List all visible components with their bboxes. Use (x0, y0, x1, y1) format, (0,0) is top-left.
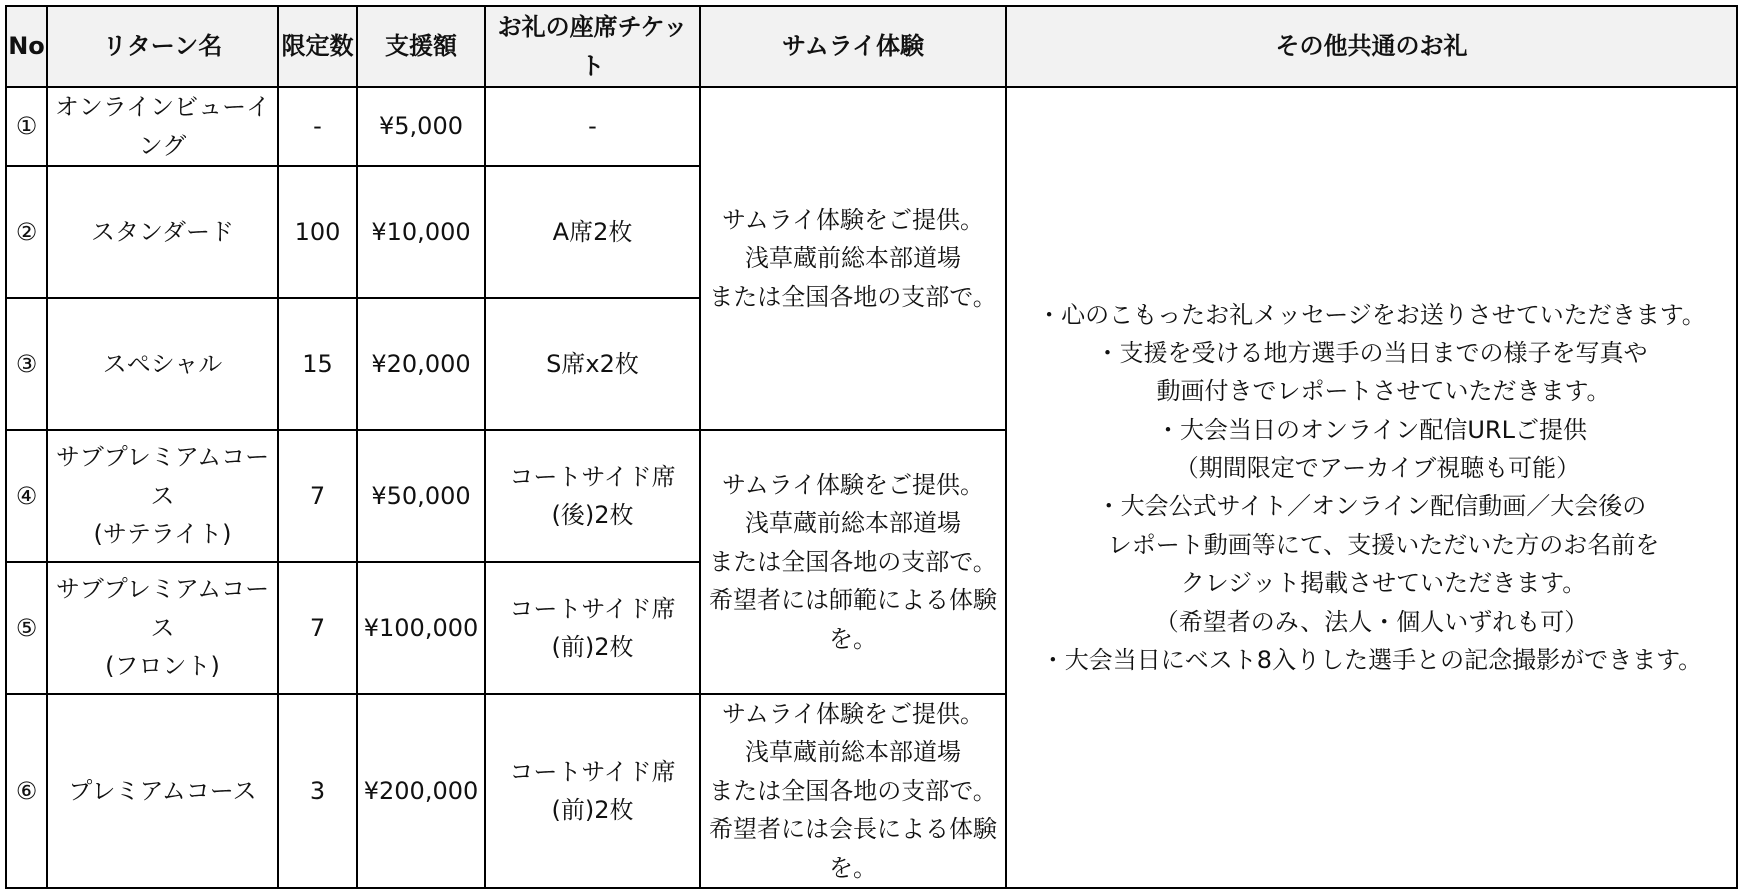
row-amount: ¥5,000 (357, 87, 485, 166)
row-limit: - (278, 87, 357, 166)
row-limit: 7 (278, 562, 357, 694)
common-line: レポート動画等にて、支援いただいた方のお名前を (1083, 530, 1660, 559)
row-limit: 3 (278, 694, 357, 888)
row-ticket: コートサイド席(後)2枚 (485, 430, 700, 562)
row-ticket: S席x2枚 (485, 298, 700, 430)
header-name: リターン名 (47, 6, 278, 87)
row-ticket: A席2枚 (485, 166, 700, 298)
common-line: ・大会公式サイト／オンライン配信動画／大会後の (1096, 492, 1647, 521)
row-amount: ¥200,000 (357, 694, 485, 888)
table-row (6, 87, 1737, 166)
row-no: ① (6, 87, 47, 166)
common-rewards (1006, 87, 1737, 888)
header-common: その他共通のお礼 (1006, 6, 1737, 87)
samurai-group-3: サムライ体験をご提供。 浅草蔵前総本部道場 または全国各地の支部で。 希望者には会長による体験を。 (700, 694, 1006, 888)
samurai-group-1: サムライ体験をご提供。 浅草蔵前総本部道場 または全国各地の支部で。 (700, 87, 1006, 430)
common-line: クレジット掲載させていただきます。 (1156, 569, 1587, 598)
common-line: （期間限定でアーカイブ視聴も可能） (1162, 454, 1581, 483)
common-line: 動画付きでレポートさせていただきます。 (1132, 377, 1611, 406)
common-line: ・大会当日のオンライン配信URLご提供 (1156, 415, 1587, 444)
row-name: サブプレミアムコース (サテライト) (47, 430, 278, 562)
row-limit: 15 (278, 298, 357, 430)
header-ticket: お礼の座席チケット (485, 6, 700, 87)
header-limit: 限定数 (278, 6, 357, 87)
row-no: ④ (6, 430, 47, 562)
row-ticket: コートサイド席(前)2枚 (485, 562, 700, 694)
common-line: ・支援を受ける地方選手の当日までの様子を写真や (1095, 338, 1648, 367)
row-no: ⑤ (6, 562, 47, 694)
header-samurai: サムライ体験 (700, 6, 1006, 87)
row-no: ⑥ (6, 694, 47, 888)
row-amount: ¥20,000 (357, 298, 485, 430)
row-name: サブプレミアムコース (フロント) (47, 562, 278, 694)
header-no: No (6, 6, 47, 87)
row-ticket: コートサイド席(前)2枚 (485, 694, 700, 888)
row-name: スペシャル (47, 298, 278, 430)
common-line: （希望者のみ、法人・個人いずれも可） (1154, 607, 1589, 636)
row-limit: 100 (278, 166, 357, 298)
header-row (6, 6, 1737, 87)
row-no: ③ (6, 298, 47, 430)
row-limit: 7 (278, 430, 357, 562)
row-ticket: - (485, 87, 700, 166)
row-name: スタンダード (47, 166, 278, 298)
samurai-group-2: サムライ体験をご提供。 浅草蔵前総本部道場 または全国各地の支部で。 希望者には師範による体験を。 (700, 430, 1006, 694)
common-line: ・心のこもったお礼メッセージをお送りさせていただきます。 (1037, 300, 1706, 329)
row-name: プレミアムコース (47, 694, 278, 888)
common-line: ・大会当日にベスト8入りした選手との記念撮影ができます。 (1040, 646, 1703, 675)
row-amount: ¥50,000 (357, 430, 485, 562)
row-amount: ¥10,000 (357, 166, 485, 298)
row-amount: ¥100,000 (357, 562, 485, 694)
row-no: ② (6, 166, 47, 298)
row-name: オンラインビューイング (47, 87, 278, 166)
rewards-table (5, 5, 1738, 889)
header-amount: 支援額 (357, 6, 485, 87)
